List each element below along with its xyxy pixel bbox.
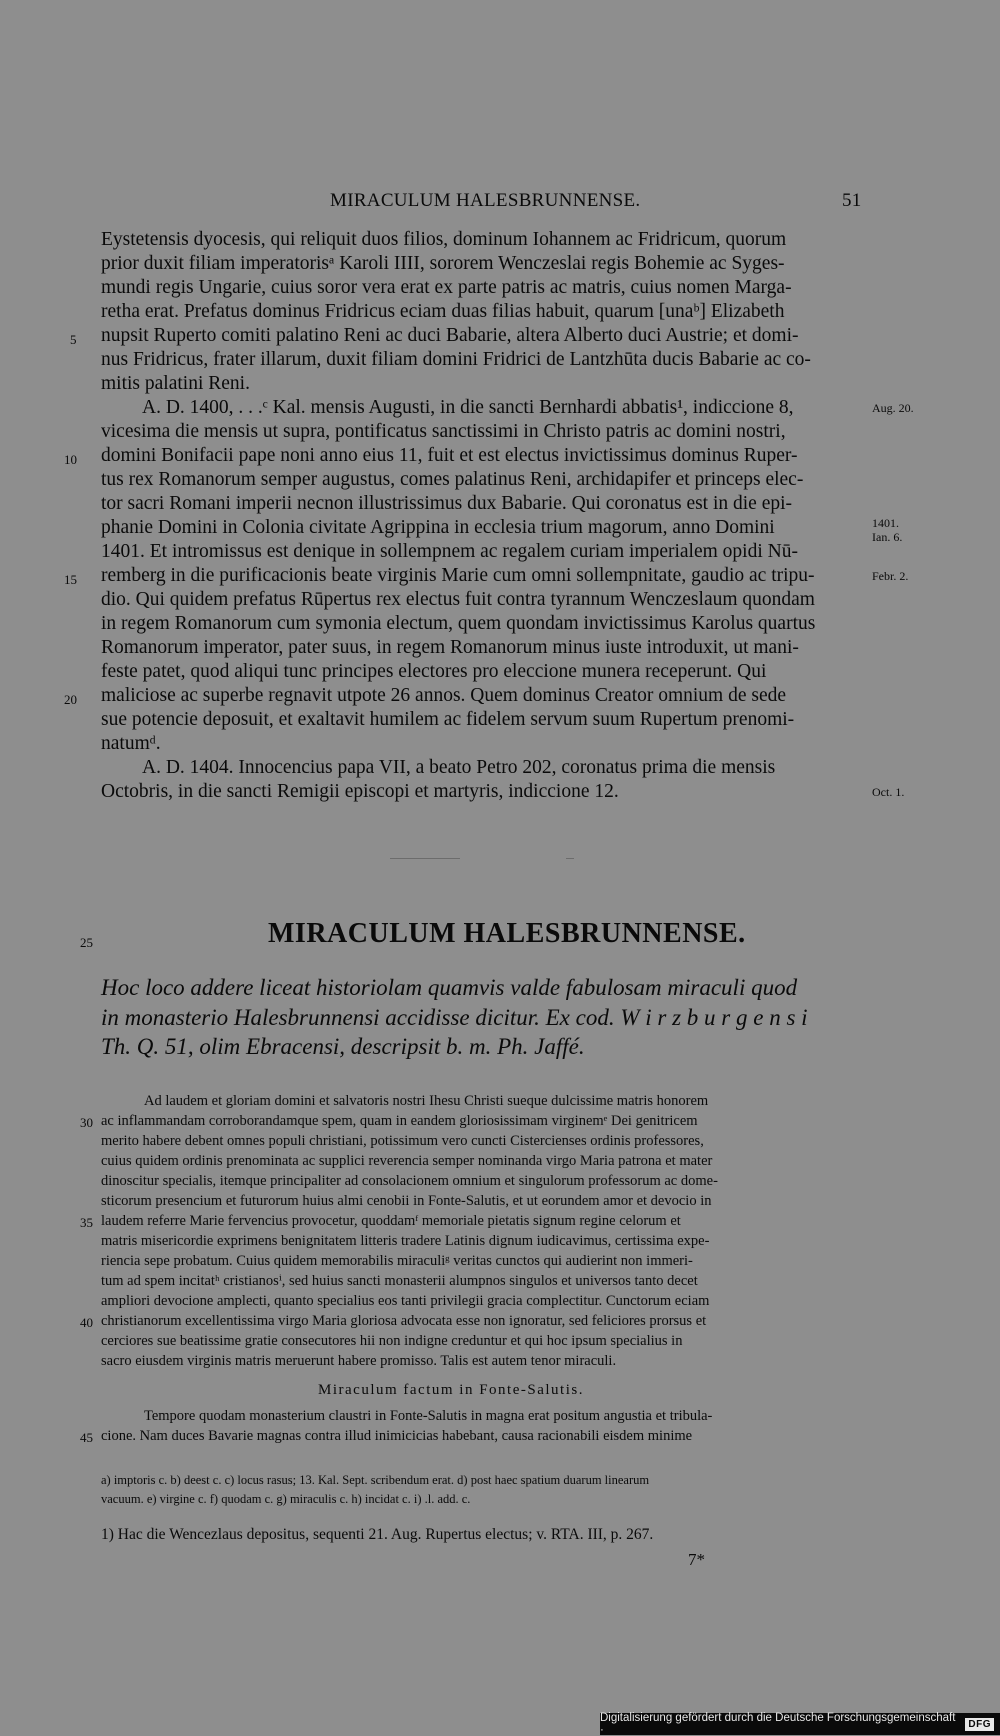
line-number: 15: [64, 572, 77, 587]
margin-note: Oct. 1.: [872, 785, 905, 799]
text-line: A. D. 1400, . . .ᶜ Kal. mensis Augusti, in die sancti Bernhardi abbatis¹, indiccione 8,: [142, 397, 794, 418]
text-line: laudem referre Marie fervencius provocetur, quoddamᶠ memoriale pietatis signum regine celorum et: [101, 1213, 681, 1229]
text-line: 1401. Et intromissus est denique in sollempnem ac regalem curiam imperialem opidi Nū-: [101, 541, 798, 562]
line-number: 25: [80, 935, 93, 950]
margin-note: Febr. 2.: [872, 569, 909, 583]
dfg-logo: DFG: [965, 1718, 994, 1731]
text-line: natumᵈ.: [101, 733, 161, 754]
text-line: in regem Romanorum cum symonia electum, quem quondam invictissimus Karolus quartus: [101, 613, 816, 634]
text-line: Ad laudem et gloriam domini et salvatoris nostri Ihesu Christi sueque dulcissime matris honorem: [144, 1093, 709, 1109]
margin-note: Ian. 6.: [872, 530, 903, 544]
text-line: sue potencie deposuit, et exaltavit humilem ac fidelem servum suum Rupertum prenomi-: [101, 709, 795, 730]
text-line: riencia sepe probatum. Cuius quidem memorabilis miraculiᵍ veritas cunctos qui audierint non immeri-: [101, 1253, 693, 1269]
text-line: A. D. 1404. Innocencius papa VII, a beato Petro 202, coronatus prima die mensis: [142, 757, 776, 778]
margin-note: 1401.: [872, 516, 899, 530]
text-line: sticorum presencium et futurorum huius almi cenobii in Fonte-Salutis, et ut eorundem amor et devocio in: [101, 1193, 712, 1209]
line-number: 5: [70, 332, 77, 347]
intro-line: Hoc loco addere liceat historiolam quamvis valde fabulosam miraculi quod: [101, 975, 798, 1000]
page-number: 51: [842, 190, 862, 211]
signature-mark: 7*: [688, 1550, 705, 1569]
text-line: tor sacri Romani imperii necnon illustrissimus dux Babarie. Qui coronatus est in die epi-: [101, 493, 793, 514]
text-line: cuius quidem ordinis prenominata ac supplici reverencia semper nominanda virgo Maria patrona et mater: [101, 1153, 713, 1169]
running-title: MIRACULUM HALESBRUNNENSE.: [330, 190, 641, 211]
intro-line: in monasterio Halesbrunnensi accidisse dicitur. Ex cod. W i r z b u r g e n s i: [101, 1005, 808, 1030]
text-line: cione. Nam duces Bavarie magnas contra illud inimicicias habebant, causa racionabili eisdem minime: [101, 1428, 693, 1444]
text-line: prior duxit filiam imperatorisᵃ Karoli IIII, sororem Wenczeslai regis Bohemie ac Syges-: [101, 253, 785, 274]
section-title: MIRACULUM HALESBRUNNENSE.: [268, 918, 746, 949]
intro-line: Th. Q. 51, olim Ebracensi, descripsit b. m. Ph. Jaffé.: [101, 1034, 585, 1059]
text-line: remberg in die purificacionis beate virginis Marie cum omni sollempnitate, gaudio ac tripu-: [101, 565, 815, 586]
line-number: 30: [80, 1115, 93, 1130]
text-line: dio. Qui quidem prefatus Rūpertus rex electus fuit contra tyrannum Wenczeslaum quondam: [101, 589, 815, 610]
text-line: Tempore quodam monasterium claustri in Fonte-Salutis in magna erat positum angustia et tribula-: [144, 1408, 713, 1424]
text-line: nus Fridricus, frater illarum, duxit filiam domini Fridrici de Lantzhūta ducis Babarie ac co-: [101, 349, 811, 370]
text-line: phanie Domini in Colonia civitate Agrippina in ecclesia trium magorum, anno Domini: [101, 517, 775, 538]
line-number: 35: [80, 1215, 93, 1230]
line-number: 20: [64, 692, 77, 707]
text-line: matris misericordie exprimens benignitatem litteris tradere Latinis dignum iudicavimus, certissima expe-: [101, 1233, 710, 1249]
text-line: christianorum excellentissima virgo Maria gloriosa advocata esse non ignoratur, sed feliciores prorsus et: [101, 1313, 707, 1329]
text-line: Eystetensis dyocesis, qui reliquit duos filios, dominum Iohannem ac Fridricum, quorum: [101, 229, 787, 250]
separator-mark: [390, 858, 460, 859]
footnote-line: a) imptoris c. b) deest c. c) locus rasus; 13. Kal. Sept. scribendum erat. d) post haec spatium duarum linearum: [101, 1473, 650, 1487]
text-line: feste patet, quod aliqui tunc principes electores pro eleccione munera receperunt. Qui: [101, 661, 767, 682]
line-number: 10: [64, 452, 77, 467]
text-line: ampliori devocione amplecti, quanto specialius eos tanti privilegii gracia complectitur. Cunctorum eciam: [101, 1293, 710, 1309]
footnote-line: vacuum. e) virgine c. f) quodam c. g) miraculis c. h) incidat c. i) .l. add. c.: [101, 1492, 471, 1506]
text-line: domini Bonifacii pape noni anno eius 11, fuit et est electus invictissimus dominus Ruper-: [101, 445, 798, 466]
funding-text: Digitalisierung gefördert durch die Deutsche Forschungsgemeinschaft ·: [600, 1712, 956, 1736]
digitization-bar: [600, 1713, 1000, 1735]
text-line: tum ad spem incitatʰ cristianosⁱ, sed huius sancti monasterii alumpnos singulos et universos tanto decet: [101, 1273, 698, 1289]
text-line: dinoscitur specialis, itemque principaliter ad consolacionem omnium et singulorum professorum ac dome-: [101, 1173, 718, 1189]
text-line: Romanorum imperator, pater suus, in regem Romanorum minus iuste introduxit, ut mani-: [101, 637, 799, 658]
separator-mark: [566, 858, 574, 859]
text-line: mitis palatini Reni.: [101, 373, 250, 394]
text-line: Octobris, in die sancti Remigii episcopi et martyris, indiccione 12.: [101, 781, 619, 802]
margin-note: Aug. 20.: [872, 401, 914, 415]
line-number: 40: [80, 1315, 93, 1330]
text-line: retha erat. Prefatus dominus Fridricus eciam duas filias habuit, quarum [unaᵇ] Elizabeth: [101, 301, 785, 322]
line-number: 45: [80, 1430, 93, 1445]
text-line: maliciose ac superbe regnavit utpote 26 annos. Quem dominus Creator omnium de sede: [101, 685, 787, 706]
text-line: vicesima die mensis ut supra, pontificatus sanctissimi in Christo patris ac domini nostri,: [101, 421, 786, 442]
footnote-line: 1) Hac die Wencezlaus depositus, sequenti 21. Aug. Rupertus electus; v. RTA. III, p. 267.: [101, 1526, 654, 1543]
text-line: merito habere debent omnes populi christiani, potissimum vero cuncti Cistercienses ordinis professores,: [101, 1133, 704, 1149]
text-line: mundi regis Ungarie, cuius soror vera erat ex parte patris ac matris, cuius nomen Marga-: [101, 277, 792, 298]
text-line: ac inflammandam corroborandamque spem, quam in eandem gloriosissimam virginemᵉ Dei genitricem: [101, 1113, 698, 1129]
subheading: Miraculum factum in Fonte-Salutis.: [318, 1382, 584, 1398]
text-line: nupsit Ruperto comiti palatino Reni ac duci Babarie, altera Alberto duci Austrie; et domi-: [101, 325, 799, 346]
text-line: sacro eiusdem virginis matris meruerunt habere promisso. Talis est autem tenor miraculi.: [101, 1353, 617, 1369]
text-line: tus rex Romanorum semper augustus, comes palatinus Reni, archidapifer et princeps elec-: [101, 469, 804, 490]
text-line: cerciores sue beatissime gratie consecutores hii non indigne creduntur et qui hoc ipsum specialius in: [101, 1333, 683, 1349]
